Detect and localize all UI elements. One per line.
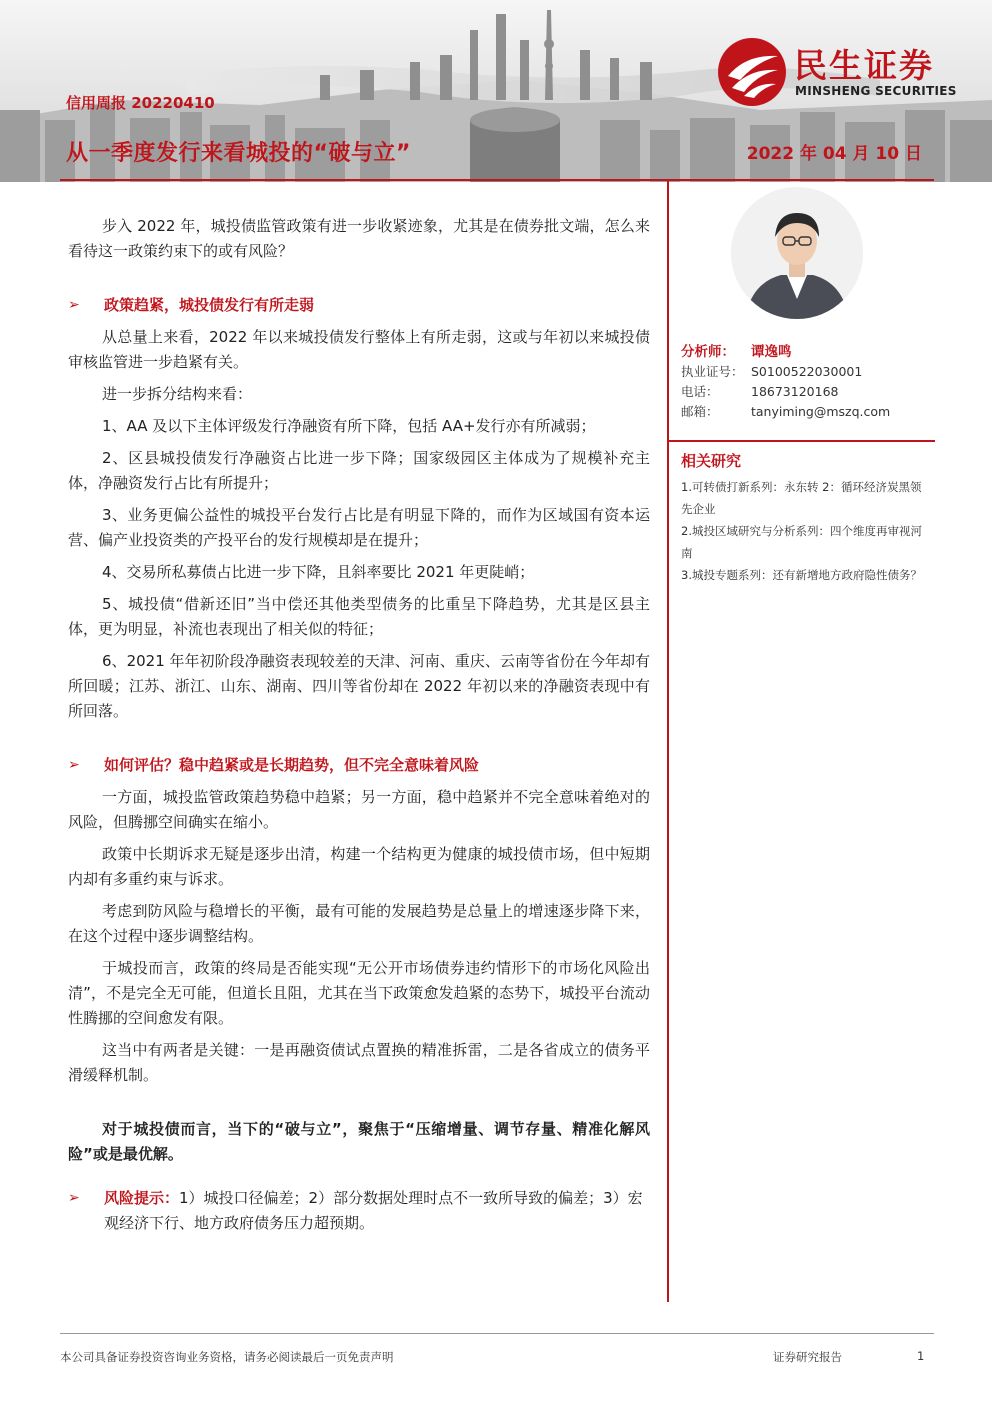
bullet-arrow-icon: ➢ bbox=[68, 297, 80, 313]
footer-report-type: 证券研究报告 bbox=[773, 1350, 842, 1364]
phone-number: 18673120168 bbox=[751, 384, 839, 399]
body-paragraph: 3、业务更偏公益性的城投平台发行占比是有明显下降的，而作为区域国有资本运营、偏产业投资类的产投平台的发行规模却是在提升； bbox=[68, 506, 650, 549]
risk-label: 风险提示： bbox=[104, 1189, 180, 1207]
section-title: 如何评估？稳中趋紧或是长期趋势，但不完全意味着风险 bbox=[104, 756, 480, 774]
main-content bbox=[68, 214, 650, 1243]
footer-divider bbox=[60, 1333, 934, 1334]
report-date: 2022 年 04 月 10 日 bbox=[746, 144, 922, 164]
column-divider bbox=[667, 181, 669, 1302]
license-number: S0100522030001 bbox=[751, 364, 863, 379]
section-heading-2 bbox=[68, 753, 650, 778]
body-paragraph: 于城投而言，政策的终局是否能实现“无公开市场债券违约情形下的市场化风险出清”，不是完全无可能，但道长且阻，尤其在当下政策愈发趋紧的态势下，城投平台流动性腾挪的空间愈发有限。 bbox=[68, 959, 650, 1027]
logo-emblem-icon bbox=[716, 36, 788, 108]
analyst-photo bbox=[731, 187, 863, 319]
header-banner bbox=[0, 0, 992, 182]
body-paragraph: 政策中长期诉求无疑是逐步出清，构建一个结构更为健康的城投债市场，但中短期内却有多重约束与诉求。 bbox=[68, 845, 650, 888]
page-number: 1 bbox=[917, 1349, 925, 1363]
body-paragraph: 一方面，城投监管政策趋势稳中趋紧；另一方面，稳中趋紧并不完全意味着绝对的风险，但腾挪空间确实在缩小。 bbox=[68, 788, 650, 831]
analyst-label: 分析师： bbox=[681, 344, 735, 360]
body-paragraph: 4、交易所私募债占比进一步下降，且斜率要比 2021 年更陡峭； bbox=[102, 563, 535, 581]
body-paragraph: 5、城投债“借新还旧”当中偿还其他类型债务的比重呈下降趋势，尤其是区县主体，更为明显，补流也表现出了相关似的特征； bbox=[68, 595, 650, 638]
related-research-title: 相关研究 bbox=[681, 452, 742, 470]
footer-disclaimer: 本公司具备证券投资咨询业务资格，请务必阅读最后一页免责声明 bbox=[60, 1350, 394, 1364]
risk-text: 1）城投口径偏差；2）部分数据处理时点不一致所导致的偏差；3）宏观经济下行、地方政府债务压力超预期。 bbox=[104, 1189, 643, 1232]
analyst-info bbox=[681, 342, 931, 422]
license-row bbox=[681, 362, 931, 382]
body-paragraph: 考虑到防风险与稳增长的平衡，最有可能的发展趋势是总量上的增速逐步降下来，在这个过程中逐步调整结构。 bbox=[68, 902, 650, 945]
body-paragraph: 从总量上来看，2022 年以来城投债发行整体上有所走弱，这或与年初以来城投债审核监管进一步趋紧有关。 bbox=[68, 328, 650, 371]
email-label: 邮箱： bbox=[681, 404, 719, 419]
body-paragraph: 6、2021 年年初阶段净融资表现较差的天津、河南、重庆、云南等省份在今年却有所回暖；江苏、浙江、山东、湖南、四川等省份却在 2022 年初以来的净融资表现中有所回落。 bbox=[68, 652, 650, 720]
bullet-arrow-icon: ➢ bbox=[68, 757, 80, 773]
report-tag: 信用周报 20220410 bbox=[66, 94, 215, 112]
related-research-list bbox=[681, 476, 931, 586]
email-address: tanyiming@mszq.com bbox=[751, 404, 891, 419]
license-label: 执业证号： bbox=[681, 364, 744, 379]
phone-label: 电话： bbox=[681, 384, 719, 399]
analyst-portrait-icon bbox=[731, 187, 863, 319]
body-paragraph: 1、AA 及以下主体评级发行净融资有所下降，包括 AA+发行亦有所减弱； bbox=[102, 417, 596, 435]
conclusion-paragraph: 对于城投债而言，当下的“破与立”，聚焦于“压缩增量、调节存量、精准化解风险”或是最优解。 bbox=[68, 1120, 650, 1163]
side-divider bbox=[669, 440, 935, 442]
analyst-name-row bbox=[681, 342, 931, 362]
email-row bbox=[681, 402, 931, 422]
analyst-name: 谭逸鸣 bbox=[751, 344, 792, 360]
risk-warning bbox=[68, 1186, 650, 1236]
body-paragraph: 2、区县城投债发行净融资占比进一步下降；国家级园区主体成为了规模补充主体，净融资发行占比有所提升； bbox=[68, 449, 650, 492]
page-title: 从一季度发行来看城投的“破与立” bbox=[66, 141, 411, 166]
related-item[interactable]: 1.可转债打新系列：永东转 2：循环经济炭黑领先企业 bbox=[681, 480, 922, 516]
section-heading-1 bbox=[68, 293, 650, 318]
body-paragraph: 这当中有两者是关键：一是再融资债试点置换的精准拆雷，二是各省成立的债务平滑缓释机制。 bbox=[68, 1041, 650, 1084]
related-item[interactable]: 2.城投区域研究与分析系列：四个维度再审视河南 bbox=[681, 524, 922, 560]
bullet-arrow-icon: ➢ bbox=[68, 1190, 80, 1206]
section-title: 政策趋紧，城投债发行有所走弱 bbox=[104, 296, 315, 314]
logo-en-text: MINSHENG SECURITIES bbox=[795, 84, 957, 98]
intro-paragraph: 步入 2022 年，城投债监管政策有进一步收紧迹象，尤其是在债券批文端，怎么来看待这一政策约束下的或有风险？ bbox=[68, 217, 650, 260]
phone-row bbox=[681, 382, 931, 402]
body-paragraph: 进一步拆分结构来看： bbox=[102, 385, 253, 403]
related-item[interactable]: 3.城投专题系列：还有新增地方政府隐性债务？ bbox=[681, 568, 922, 582]
minsheng-logo bbox=[716, 36, 966, 106]
logo-cn-text: 民生证券 bbox=[794, 46, 934, 85]
header-divider bbox=[60, 179, 934, 181]
